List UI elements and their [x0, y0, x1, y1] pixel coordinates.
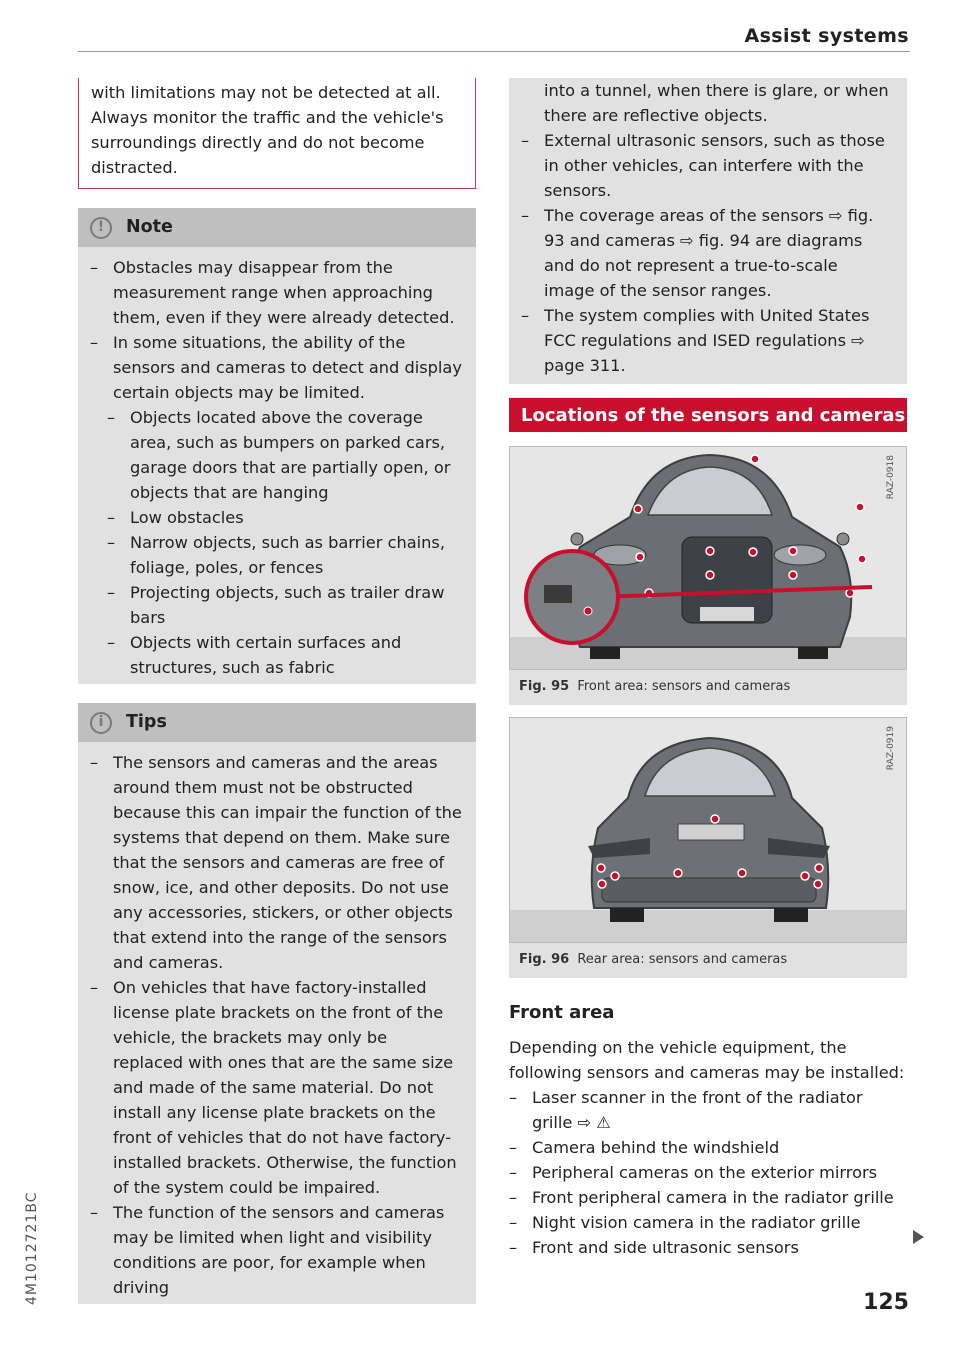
tips-continued-list: [521, 128, 893, 378]
figure-caption: [509, 943, 907, 978]
section-title: Locations of the sensors and cameras: [509, 398, 907, 432]
figure-caption: [509, 670, 907, 705]
list-item: – Laser scanner in the front of the radiator grille ⇨ ⚠: [509, 1085, 907, 1135]
note-title: Note: [126, 217, 173, 237]
tips-box: [78, 703, 476, 1304]
warning-continuation-box: [78, 78, 476, 189]
list-item: – External ultrasonic sensors, such as those in other vehicles, can interfere with the sensors.: [521, 128, 893, 203]
list-item: – Objects located above the coverage area, such as bumpers on parked cars, garage doors that are partially open, or objects that are hanging: [90, 405, 462, 505]
list-item: – The system complies with United States FCC regulations and ISED regulations ⇨ page 311.: [521, 303, 893, 378]
note-header: [78, 208, 476, 247]
tips-title: Tips: [126, 712, 167, 732]
list-item: – Objects with certain surfaces and structures, such as fabric: [90, 630, 462, 680]
tips-continued-box: [509, 78, 907, 384]
figure-front: [509, 446, 907, 705]
list-item: – The function of the sensors and cameras may be limited when light and visibility conditions are poor, for example when driving: [90, 1200, 462, 1300]
note-box: [78, 208, 476, 684]
tips-continued-text: into a tunnel, when there is glare, or when there are reflective objects.: [544, 81, 889, 125]
figure-caption-text: Rear area: sensors and cameras: [577, 952, 788, 967]
list-item: – Front and side ultrasonic sensors: [509, 1235, 907, 1260]
front-area-intro: Depending on the vehicle equipment, the following sensors and cameras may be installed:: [509, 1038, 905, 1082]
list-item: – The coverage areas of the sensors ⇨ fig. 93 and cameras ⇨ fig. 94 are diagrams and do not represent a true-to-scale image of the sensor ranges.: [521, 203, 893, 303]
tips-list: [90, 750, 462, 1300]
list-item: – Obstacles may disappear from the measurement range when approaching them, even if they were already detected.: [90, 255, 462, 330]
header-rule: [78, 51, 910, 52]
list-item: – Night vision camera in the radiator grille: [509, 1210, 907, 1235]
figure-rear: [509, 717, 907, 978]
list-item: – Peripheral cameras on the exterior mirrors: [509, 1160, 907, 1185]
front-area-heading: Front area: [509, 1002, 615, 1023]
left-column: [78, 78, 476, 1304]
continue-arrow-icon: [913, 1230, 924, 1244]
warning-text: with limitations may not be detected at all. Always monitor the traffic and the vehicle's surroundings directly and do not become distracted.: [91, 83, 444, 177]
front-car-image: [509, 446, 907, 670]
front-car-illustration: [510, 447, 907, 669]
right-column: [509, 78, 907, 1260]
document-code: 4M1012721BC: [24, 1191, 40, 1305]
list-item: – Low obstacles: [90, 505, 462, 530]
front-area-list: [509, 1085, 907, 1260]
rear-car-illustration: [510, 718, 907, 942]
running-header: Assist systems: [744, 25, 909, 47]
list-item: – Narrow objects, such as barrier chains, foliage, poles, or fences: [90, 530, 462, 580]
page-number: 125: [863, 1290, 909, 1315]
figure-label: Fig. 96: [519, 952, 570, 967]
list-item: – In some situations, the ability of the sensors and cameras to detect and display certain objects may be limited.: [90, 330, 462, 405]
note-list: [90, 255, 462, 405]
note-sub-list: [90, 405, 462, 680]
figure-code: RAZ-0918: [886, 455, 896, 500]
list-item: – Camera behind the windshield: [509, 1135, 907, 1160]
front-area-body: [509, 1035, 907, 1260]
list-item: – Projecting objects, such as trailer draw bars: [90, 580, 462, 630]
figure-label: Fig. 95: [519, 679, 570, 694]
list-item: – Front peripheral camera in the radiator grille: [509, 1185, 907, 1210]
figure-code: RAZ-0919: [886, 726, 896, 771]
list-item: – On vehicles that have factory-installed license plate brackets on the front of the vehicle, the brackets may only be replaced with ones that are the same size and made of the same material. Do not install any license plate brackets on the front of vehicles that do not have factory-installed brackets. Otherwise, the function of the system could be impaired.: [90, 975, 462, 1200]
note-icon: !: [90, 217, 112, 239]
figure-caption-text: Front area: sensors and cameras: [577, 679, 791, 694]
rear-car-image: [509, 717, 907, 943]
tips-header: [78, 703, 476, 742]
list-item: – The sensors and cameras and the areas around them must not be obstructed because this can impair the function of the systems that depend on them. Make sure that the sensors and cameras are free of snow, ice, and other deposits. Do not use any accessories, stickers, or other objects that extend into the range of the sensors and cameras.: [90, 750, 462, 975]
info-icon: i: [90, 712, 112, 734]
